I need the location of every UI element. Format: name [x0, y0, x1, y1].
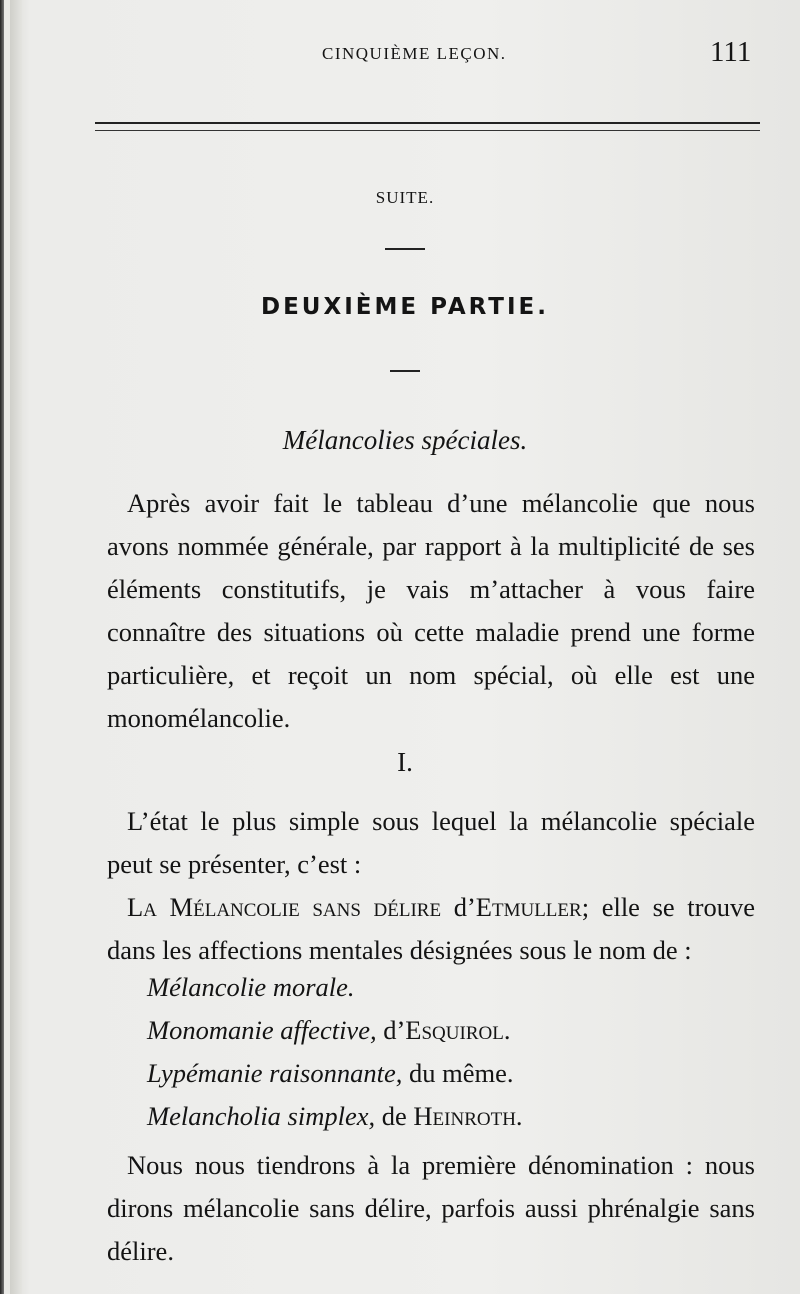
synonym-attribution: de	[375, 1101, 414, 1131]
section-title: Mélancolies spéciales.	[282, 425, 528, 455]
synonym-item	[147, 972, 355, 1003]
synonym-item	[147, 1058, 513, 1089]
suite-label: SUITE.	[375, 188, 435, 207]
section-numeral: I.	[397, 747, 413, 777]
synonym-author: Esquirol.	[405, 1015, 511, 1045]
term-melancolie-sans-delire: La Mélancolie sans délire	[127, 892, 442, 922]
synonym-attribution: d’	[376, 1015, 406, 1045]
author-etmuller: Etmuller	[475, 892, 582, 922]
synonym-name: Mélancolie morale.	[147, 972, 355, 1002]
synonym-name: Lypémanie raisonnante,	[147, 1058, 403, 1088]
synonym-attribution: du même.	[402, 1058, 514, 1088]
divider-rule-1	[385, 248, 425, 250]
divider-rule-2	[390, 370, 420, 372]
synonym-name: Melancholia simplex,	[147, 1101, 376, 1131]
synonym-author: Heinroth.	[413, 1101, 523, 1131]
page-binding-edge	[0, 0, 4, 1294]
part-title: DEUXIÈME PARTIE.	[260, 294, 549, 320]
page-number: 111	[710, 36, 752, 68]
paragraph-etmuller-rest: ; elle se trouve dans les affections mentales désignées sous le nom de :	[107, 892, 755, 965]
paragraph-etmuller	[107, 886, 755, 972]
book-page	[10, 0, 800, 1294]
synonym-item	[147, 1015, 510, 1046]
paragraph-denomination: Nous nous tiendrons à la première dénomination : nous dirons mélancolie sans délire, parfois aussi phrénalgie sans délire.	[107, 1150, 755, 1266]
running-head	[10, 36, 800, 70]
header-double-rule	[95, 122, 760, 131]
synonym-name: Monomanie affective,	[147, 1015, 377, 1045]
paragraph-intro: Après avoir fait le tableau d’une mélancolie que nous avons nommée générale, par rapport à la multiplicité de ses éléments constitutifs, je vais m’attacher à vous faire connaître des situations où cette maladie prend une forme particulière, et reçoit un nom spécial, où elle est une monomélancolie.	[107, 488, 755, 733]
connector-text: d’	[441, 892, 476, 922]
synonym-item	[147, 1101, 523, 1132]
running-title: CINQUIÈME LEÇON.	[322, 44, 507, 63]
paragraph-simple-state: L’état le plus simple sous lequel la mélancolie spéciale peut se présenter, c’est :	[107, 806, 755, 879]
